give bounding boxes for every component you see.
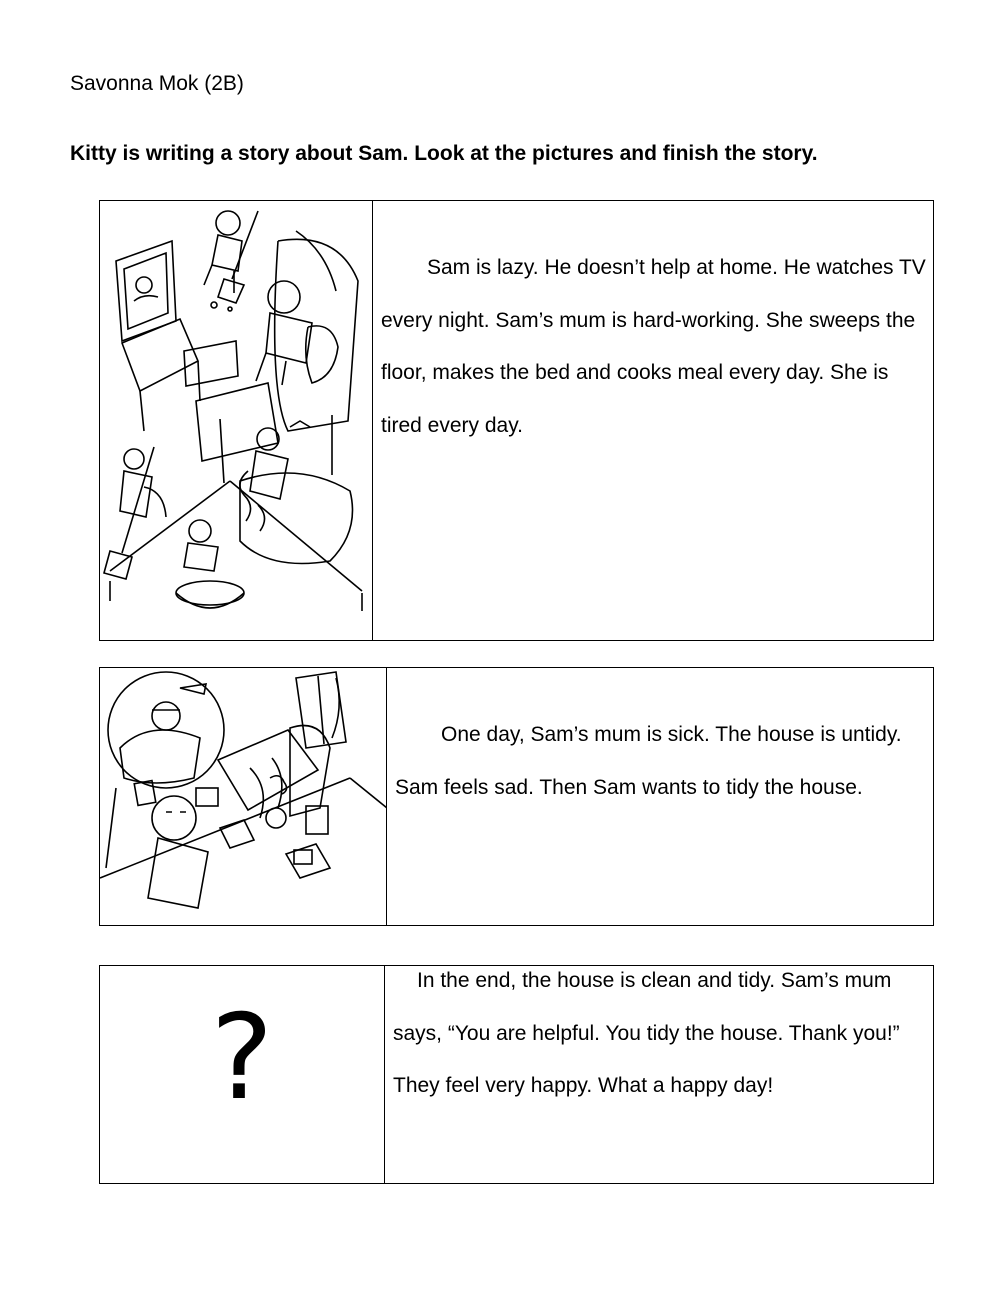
story-paragraph-3: In the end, the house is clean and tidy. Sam’s mum says, “You are helpful. You tidy the house. Thank you!” They feel very happy. What a happy day! [393, 969, 900, 1097]
story-paragraph-2: One day, Sam’s mum is sick. The house is untidy. Sam feels sad. Then Sam wants to tidy the house. [395, 723, 902, 799]
illustration-missing [100, 966, 385, 1183]
story-text-2 [387, 668, 933, 925]
lazy-sam-drawing-icon [100, 201, 373, 640]
illustration-lazy-sam [100, 201, 373, 640]
instruction-heading: Kitty is writing a story about Sam. Look at the pictures and finish the story. [70, 142, 818, 165]
story-panel-3 [99, 965, 934, 1184]
story-text-1 [373, 201, 933, 640]
sick-mum-drawing-icon [100, 668, 387, 925]
question-mark: ? [210, 988, 274, 1126]
story-panel-1 [99, 200, 934, 641]
student-name: Savonna Mok (2B) [70, 72, 244, 95]
story-paragraph-1: Sam is lazy. He doesn’t help at home. He watches TV every night. Sam’s mum is hard-working. She sweeps the floor, makes the bed and cooks meal every day. She is tired every day. [381, 256, 926, 437]
story-panel-2 [99, 667, 934, 926]
illustration-sick-mum [100, 668, 387, 925]
story-text-3 [385, 966, 933, 1183]
